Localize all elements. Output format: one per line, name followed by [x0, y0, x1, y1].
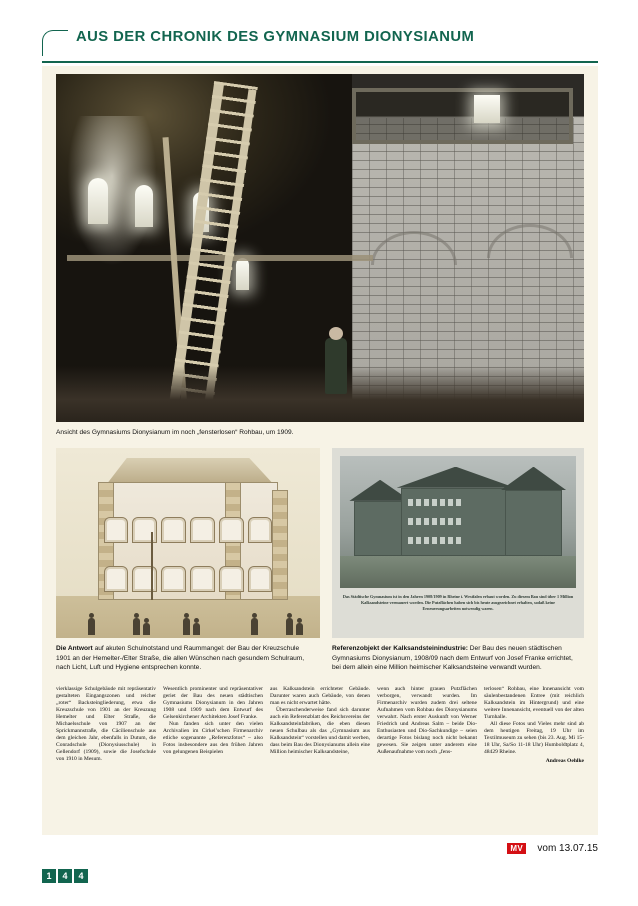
- photo2-caption-lead: Die Antwort: [56, 645, 93, 652]
- article-column-5: [484, 686, 584, 828]
- publication-date: vom 13.07.15: [537, 843, 598, 854]
- photo3-wing-left: [354, 501, 406, 556]
- photo2-window: [104, 566, 129, 592]
- photo3-roof-main: [397, 467, 515, 488]
- photo3-caption: [332, 644, 582, 673]
- photo2-window: [132, 517, 157, 543]
- photo2-window: [190, 566, 215, 592]
- article-paragraph: wenn auch hinter grauen Putzflächen verborgen, verwandt wurden. Im Firmenarchiv wurden zudem drei seltene Aufnahmen vom Rohbau des Dionysianums verwahrt. Nach erster Auskunft von Werner Friedrich und Andreas Salm – beide Dio-Enthusiasten und Dio-Sachkundige – seien derartige Fotos bislang noch nicht bekannt gewesen. Sie zeigen unter anderem eine Außenaufnahme vom noch „fens-: [377, 686, 477, 755]
- photo3-window: [424, 499, 429, 506]
- article-column-4: [377, 686, 477, 828]
- article-paragraph: Nun fanden sich unter den vielen Archivalien im Cirkel’schen Firmenarchiv etliche sogenannte „Referenzfotos“ – also Fotos insbesondere aus den frühen Jahren von gelungenen Beispielen: [163, 721, 263, 755]
- photo1-worker-figure: [325, 338, 347, 394]
- article-columns: [56, 686, 584, 828]
- page-title: AUS DER CHRONIK DES GYMNASIUM DIONYSIANUM: [76, 29, 475, 45]
- article-column-2: [163, 686, 263, 828]
- photo3-caption-rest: Der Bau des neuen städtischen Gymnasiums Dionysianum, 1908/09 nach dem Entwurf von Josef Franke errichtet, bei dem allein eine Million heimischer Kalksandsteine verwandt wurden.: [332, 645, 573, 672]
- article-paragraph: vierklassige Schulgebäude mit repräsentativ gestalteten Eingangszonen und reicher „roter“ Backsteingliederung, etwa die Kreuzschule von 1901 an der Kreuzung Hemelter und Elter Straße, die Michaelsschule von 1907 an der Sprickmannstraße, die Cäcilienschule aus dem gleichen Jahr, ebenfalls in Dutum, die Conradschule (Dionysiusschule) in Gellendorf (1909), sowie die Josefschule von 1910 in Mesum.: [56, 686, 156, 762]
- article-column-1: [56, 686, 156, 828]
- construction-site-photo: [56, 74, 584, 422]
- article-paragraph: terlosen“ Rohbau, eine Innenansicht vom säulenbestandenen Entree (mit reichlich Kalksandstein im Hintergrund) und eine weitere Innenansicht, eventuell von der alten Turnhalle.: [484, 686, 584, 720]
- photo3-window: [408, 518, 413, 525]
- photo2-figure: [296, 623, 303, 635]
- article-paragraph: All diese Fotos und Vieles mehr sind ab dem heutigen Freitag, 19 Uhr im Textilmuseum zu sehen (bis 23. Aug. Mi 15-18 Uhr, Sa/So 11-18 Uhr) Humboldtplatz 4, 48429 Rheine.: [484, 721, 584, 755]
- photo2-tree: [151, 532, 153, 600]
- article-paragraph: aus Kalksandstein errichteter Gebäude. Darunter waren auch Gebäude, von denen man es nicht erwartet hätte.: [270, 686, 370, 706]
- photo3-window: [416, 537, 421, 544]
- photo3-image-area: [340, 456, 576, 588]
- photo3-lawn: [340, 556, 576, 588]
- photo3-window: [432, 499, 437, 506]
- photo3-window: [440, 518, 445, 525]
- photo2-figure: [286, 618, 293, 635]
- photo1-window-frame: [352, 88, 574, 144]
- photo2-corner-quoin: [272, 490, 288, 600]
- photo3-window: [432, 537, 437, 544]
- page-footer: [42, 843, 598, 857]
- photo3-wing-right: [505, 490, 562, 556]
- photo2-figure: [193, 623, 200, 635]
- photo2-figure: [251, 618, 258, 635]
- photo2-window: [104, 517, 129, 543]
- photo1-window: [135, 185, 153, 227]
- photo3-window: [424, 537, 429, 544]
- page-number-digit: 1: [42, 869, 56, 883]
- page-number-digit: 4: [74, 869, 88, 883]
- photo3-window: [448, 518, 453, 525]
- photo3-window: [408, 537, 413, 544]
- photo2-window: [190, 517, 215, 543]
- photo3-caption-lead: Referenzobjekt der Kalksandsteinindustrie:: [332, 645, 468, 652]
- referenzblatt-photo: [332, 448, 584, 638]
- photo3-window: [456, 537, 461, 544]
- photo3-window: [448, 537, 453, 544]
- photo1-bright-window: [474, 95, 500, 123]
- article-panel: [42, 66, 598, 835]
- photo2-caption-rest: auf akuten Schulnotstand und Raummangel: der Bau der Kreuzschule 1901 an der Hemelter-/Elter Straße, die allen Wünschen nach gesundem Schulraum, nach Licht, Luft und Hygiene entsprechen konnte.: [56, 645, 305, 672]
- photo3-embedded-text: Das Städtische Gymnasium ist in den Jahren 1908/1909 in Rheine i. Westfalen erbaut worden. Zu diesem Bau sind über 1 Million Kalksandsteine vermauert worden. Die Putzflächen haben sich bis heute ausgezeichnet erhalten, sodaß keine Erneuerungsarbeiten notwendig waren.: [342, 594, 574, 612]
- photo2-window: [132, 566, 157, 592]
- photo1-window: [88, 178, 108, 224]
- photo3-window: [432, 518, 437, 525]
- page-number: [42, 869, 88, 883]
- photo1-window: [236, 258, 249, 290]
- photo3-window: [408, 499, 413, 506]
- photo3-window: [416, 518, 421, 525]
- page-header: [42, 28, 598, 64]
- kreuzschule-illustration: [56, 448, 320, 638]
- photo2-window: [248, 566, 273, 592]
- photo2-figure: [88, 618, 95, 635]
- photo3-window: [456, 518, 461, 525]
- photo2-figure: [183, 618, 190, 635]
- photo2-window: [248, 517, 273, 543]
- article-column-3: [270, 686, 370, 828]
- photo3-window: [448, 499, 453, 506]
- photo3-window: [440, 499, 445, 506]
- article-paragraph: Wesentlich prominenter und repräsentativer geriet der Bau des neuen städtischen Gymnasiums Dionysianum in den Jahren 1908 und 1909 nach dem Entwurf des Gelsenkirchener Architekten Josef Franke.: [163, 686, 263, 720]
- article-paragraph: Überraschenderweise fand sich darunter auch ein Referenzblatt des Reichsvereins der Kalksandsteinfabriken, die eben diesen neuen Schulbau als das „Gymnasium aus Kalksandstein“ vorstellen und damit werben, dass beim Bau des Dionysianums allein eine Million heimischer Kalksandsteine,: [270, 707, 370, 755]
- photo2-caption: [56, 644, 312, 673]
- header-rule: [42, 61, 598, 63]
- photo2-window: [219, 566, 244, 592]
- mv-logo: MV: [507, 843, 526, 854]
- photo1-ground: [56, 366, 584, 422]
- photo3-window: [456, 499, 461, 506]
- photo3-roof-right: [500, 467, 566, 491]
- photo2-figure: [133, 618, 140, 635]
- photo2-figure: [143, 623, 150, 635]
- photo3-window: [424, 518, 429, 525]
- article-byline: Andreas Oehlke: [545, 758, 584, 764]
- photo2-window: [219, 517, 244, 543]
- photo2-window: [161, 517, 186, 543]
- photo2-window: [161, 566, 186, 592]
- photo3-window: [440, 537, 445, 544]
- photo3-window: [416, 499, 421, 506]
- photo1-caption: Ansicht des Gymnasiums Dionysianum im noch „fensterlosen“ Rohbau, um 1909.: [56, 429, 294, 436]
- header-bracket-icon: [42, 30, 68, 56]
- page-number-digit: 4: [58, 869, 72, 883]
